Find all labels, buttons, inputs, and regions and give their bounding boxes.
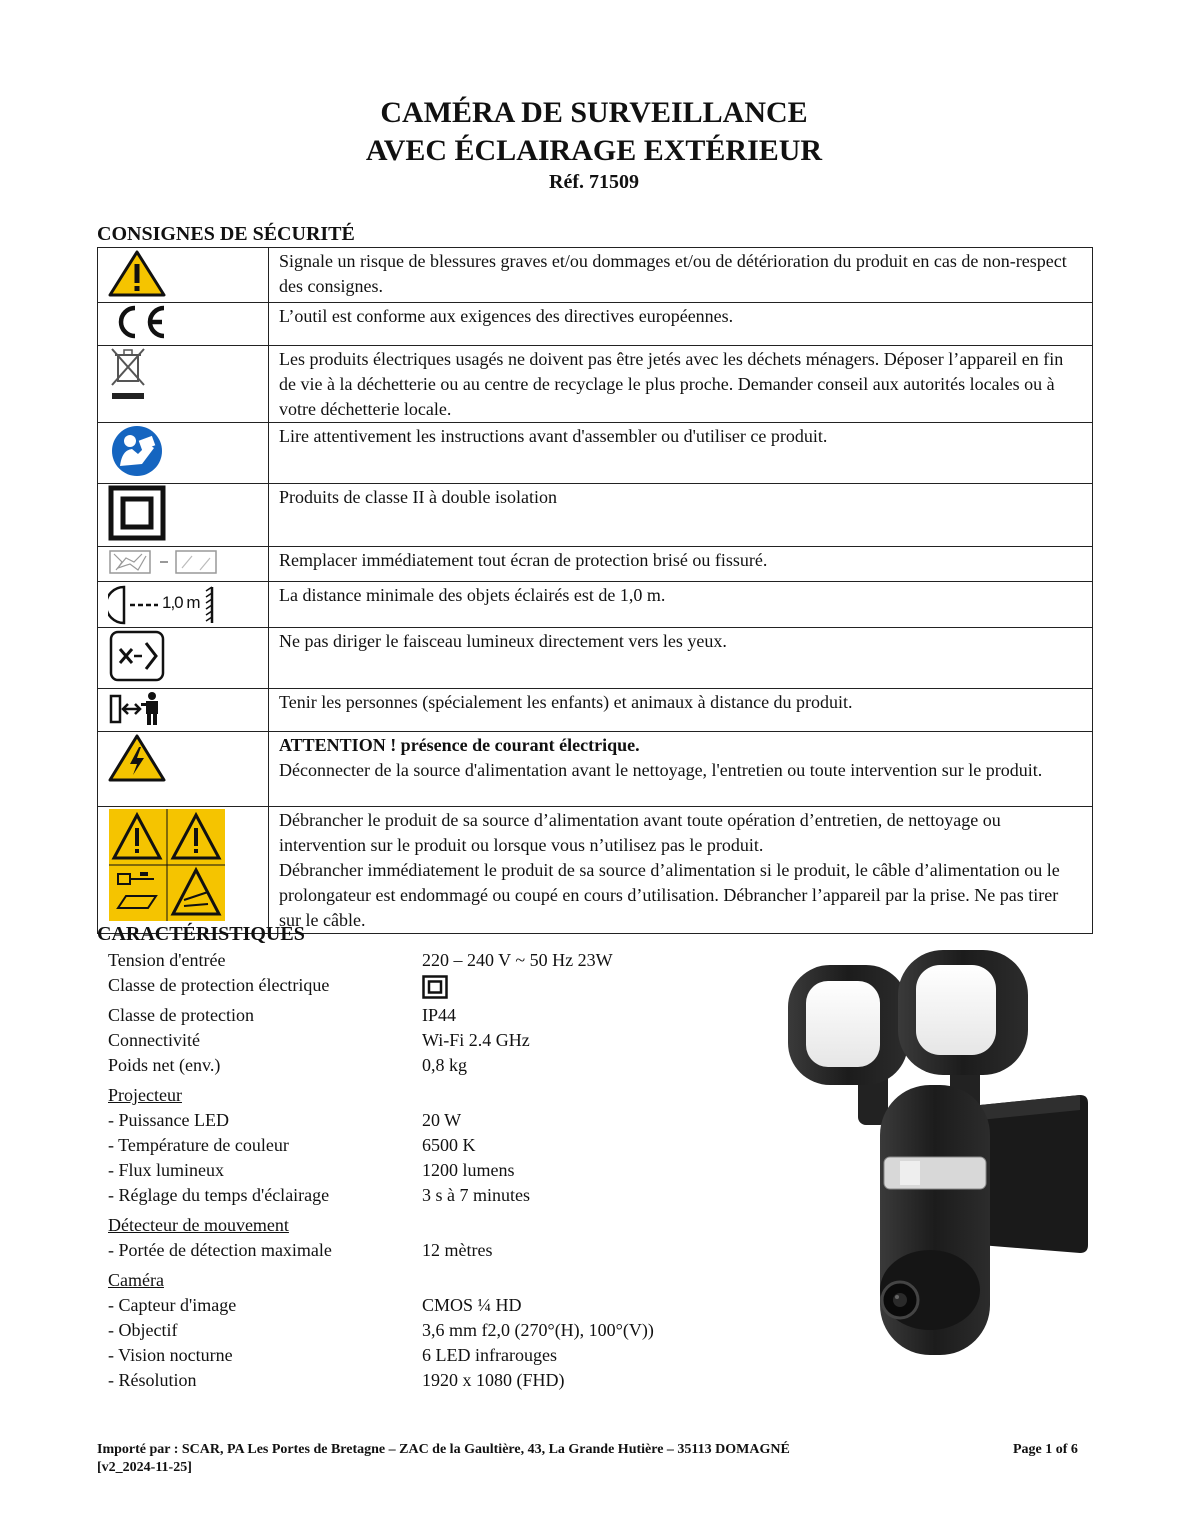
safety-row	[98, 303, 1093, 346]
safety-text: Tenir les personnes (spécialement les enfants) et animaux à distance du produit.	[269, 689, 1093, 732]
safety-text: La distance minimale des objets éclairés est de 1,0 m.	[269, 582, 1093, 628]
safety-text: L’outil est conforme aux exigences des directives européennes.	[269, 303, 1093, 346]
broken-screen-icon	[108, 548, 220, 576]
spec-label: - Résolution	[108, 1370, 197, 1390]
spec-value: 12 mètres	[422, 1240, 493, 1260]
ce-mark-icon	[108, 304, 168, 340]
spec-row	[108, 1293, 748, 1318]
spec-value: 1200 lumens	[422, 1160, 515, 1180]
spec-row	[108, 1368, 748, 1393]
spec-value: 20 W	[422, 1110, 462, 1130]
spec-label: Classe de protection	[108, 1005, 254, 1025]
spec-row	[108, 1028, 748, 1053]
spec-value: 6 LED infrarouges	[422, 1345, 557, 1365]
spec-value: IP44	[422, 1005, 457, 1025]
class-ii-double-insulation-icon	[422, 975, 448, 999]
safety-row	[98, 582, 1093, 628]
spec-label: - Capteur d'image	[108, 1295, 237, 1315]
spec-row	[108, 1158, 748, 1183]
spec-row	[108, 1133, 748, 1158]
spec-row	[108, 1053, 748, 1078]
spec-label: - Objectif	[108, 1320, 178, 1340]
spec-label: Connectivité	[108, 1030, 200, 1050]
footer-version: [v2_2024-11-25]	[97, 1460, 192, 1475]
safety-row	[98, 484, 1093, 547]
spec-value: 220 – 240 V ~ 50 Hz 23W	[422, 950, 613, 970]
spec-row	[108, 1343, 748, 1368]
safety-row	[98, 248, 1093, 303]
spec-value: CMOS ¼ HD	[422, 1295, 522, 1315]
safety-text: Ne pas diriger le faisceau lumineux directement vers les yeux.	[269, 628, 1093, 689]
safety-text: Signale un risque de blessures graves et/ou dommages et/ou de détérioration du produit en cas de non-respect des consignes.	[269, 248, 1093, 303]
spec-subsection-title: Caméra	[108, 1270, 164, 1290]
safety-text: Remplacer immédiatement tout écran de protection brisé ou fissuré.	[269, 547, 1093, 582]
safety-row	[98, 423, 1093, 484]
spec-label: Poids net (env.)	[108, 1055, 221, 1075]
min-distance-icon	[108, 583, 218, 627]
safety-text: Débrancher le produit de sa source d’alimentation avant toute opération d’entretien, de nettoyage ou intervention sur le produit ou lorsque vous n’utilisez pas le produit.	[279, 810, 1001, 855]
electric-warning-title: ATTENTION ! présence de courant électrique.	[279, 735, 640, 755]
min-distance-label: 1,0 m	[162, 593, 200, 612]
spec-label: Tension d'entrée	[108, 950, 226, 970]
safety-row	[98, 732, 1093, 807]
safety-row	[98, 628, 1093, 689]
spec-label: - Vision nocturne	[108, 1345, 233, 1365]
safety-text: Les produits électriques usagés ne doivent pas être jetés avec les déchets ménagers. Déposer l’appareil en fin de vie à la déchetterie ou au centre de recyclage le plus proche. Demander conseil aux autorités locales ou à votre déchetterie locale.	[269, 346, 1093, 423]
spec-label: Classe de protection électrique	[108, 975, 330, 995]
footer-page-number: Page 1 of 6	[1013, 1442, 1078, 1457]
spec-subsection-title: Détecteur de mouvement	[108, 1215, 289, 1235]
spec-row	[108, 1183, 748, 1208]
safety-text: Produits de classe II à double isolation	[269, 484, 1093, 547]
footer-importer: Importé par : SCAR, PA Les Portes de Bretagne – ZAC de la Gaultière, 43, La Grande Hutière – 35113 DOMAGNÉ	[97, 1442, 790, 1457]
document-title-line2: AVEC ÉCLAIRAGE EXTÉRIEUR	[365, 134, 823, 167]
safety-row	[98, 807, 1093, 934]
spec-row	[108, 1003, 748, 1028]
spec-value: 1920 x 1080 (FHD)	[422, 1370, 565, 1390]
product-reference: Réf. 71509	[549, 171, 639, 193]
read-manual-icon	[108, 424, 166, 478]
spec-value: 0,8 kg	[422, 1055, 467, 1075]
spec-label: - Flux lumineux	[108, 1160, 224, 1180]
spec-label: - Portée de détection maximale	[108, 1240, 332, 1260]
electric-hazard-icon	[108, 733, 166, 783]
spec-row	[108, 948, 748, 973]
safety-text: Lire attentivement les instructions avant d'assembler ou d'utiliser ce produit.	[269, 423, 1093, 484]
safety-heading: CONSIGNES DE SÉCURITÉ	[97, 223, 355, 245]
weee-crossed-bin-icon	[108, 347, 148, 405]
spec-row	[108, 1108, 748, 1133]
safety-text-cell	[269, 732, 1093, 807]
safety-text: Déconnecter de la source d'alimentation avant le nettoyage, l'entretien ou toute intervention sur le produit.	[279, 760, 1043, 780]
safety-text-2: Débrancher immédiatement le produit de sa source d’alimentation si le produit, le câble d’alimentation ou le prolongateur est endommagé ou coupé en cours d’utilisation. Débrancher l’appareil par la prise. Ne pas tirer sur le câble.	[279, 860, 1060, 930]
specs-list	[108, 948, 748, 1393]
spec-value: 6500 K	[422, 1135, 476, 1155]
spec-row	[108, 973, 748, 998]
product-camera-image	[780, 945, 1095, 1365]
spec-row	[108, 1238, 748, 1263]
spec-row	[108, 1318, 748, 1343]
spec-value	[422, 973, 448, 999]
spec-label: - Réglage du temps d'éclairage	[108, 1185, 330, 1205]
document-title-line1: CAMÉRA DE SURVEILLANCE	[380, 96, 808, 129]
spec-value: 3,6 mm f2,0 (270°(H), 100°(V))	[422, 1320, 654, 1340]
spec-subsection-title: Projecteur	[108, 1085, 182, 1105]
warning-triangle-icon	[108, 249, 166, 297]
spec-label: - Puissance LED	[108, 1110, 229, 1130]
specs-heading: CARACTÉRISTIQUES	[97, 923, 305, 945]
spec-value: Wi-Fi 2.4 GHz	[422, 1030, 530, 1050]
no-eye-beam-icon	[108, 629, 166, 683]
safety-text-cell	[269, 807, 1093, 934]
unplug-warnings-icon	[108, 808, 226, 922]
safety-table	[97, 247, 1093, 934]
safety-row	[98, 346, 1093, 423]
class-ii-double-insulation-icon	[108, 485, 166, 541]
keep-distance-icon	[108, 690, 166, 726]
safety-row	[98, 547, 1093, 582]
spec-label: - Température de couleur	[108, 1135, 289, 1155]
spec-value: 3 s à 7 minutes	[422, 1185, 530, 1205]
safety-row	[98, 689, 1093, 732]
